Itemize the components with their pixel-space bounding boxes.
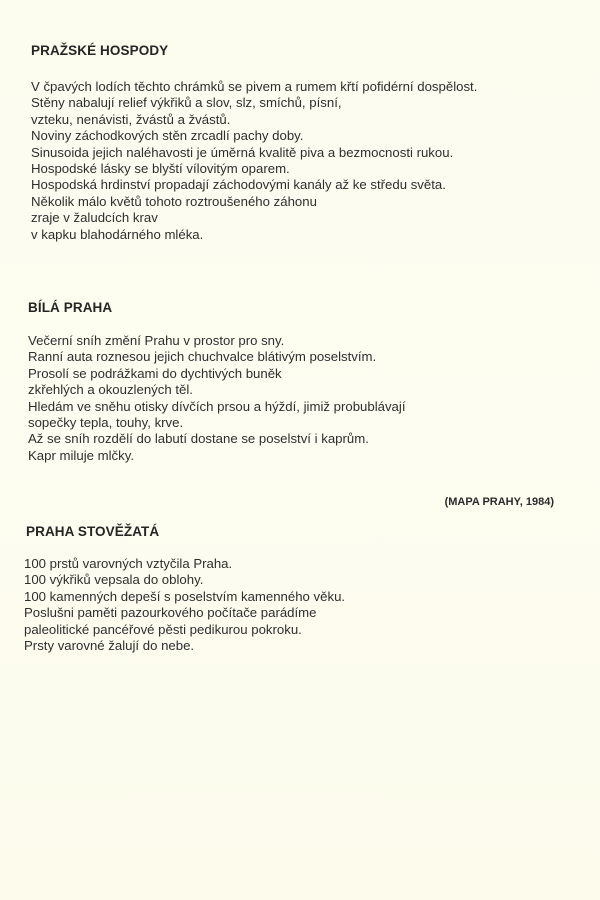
poem-line: zraje v žaludcích krav [31,210,158,226]
poem-line: Noviny záchodkových stěn zrcadlí pachy doby. [31,128,304,144]
poem-line: Poslušni paměti pazourkového počítače parádíme [24,605,317,621]
poem-line: Sinusoida jejich naléhavosti je úměrná kvalitě piva a bezmocnosti rukou. [31,144,454,160]
poem-line: Prsty varovné žalují do nebe. [24,638,195,654]
poem-prazske-hospody [31,79,477,243]
poem-line: Kapr miluje mlčky. [28,447,135,463]
poem-line: vzteku, nenávisti, žvástů a žvástů. [31,111,231,127]
poem-line: Hospodské lásky se blyští vílovitým oparem. [31,161,290,177]
poem-line: 100 prstů varovných vztyčila Praha. [24,556,233,571]
section-title-praha-stovezata: PRAHA STOVĚŽATÁ [26,524,160,539]
section-title-bila-praha: BÍLÁ PRAHA [28,300,113,315]
section-title-prazske-hospody: PRAŽSKÉ HOSPODY [31,43,169,58]
poem-line: 100 kamenných depeší s poselstvím kamenného věku. [24,588,346,604]
poem-line: Hospodská hrdinství propadají záchodovými kanály až ke středu světa. [31,177,446,193]
poem-line: Ranní auta roznesou jejich chuchvalce blátivým poselstvím. [28,349,377,365]
poem-line: V čpavých lodích těchto chrámků se pivem a rumem křtí pofidérní dospělost. [31,79,478,94]
poem-line: Hledám ve sněhu otisky dívčích prsou a hýždí, jimiž probublávají [28,398,406,414]
poem-line: zkřehlých a okouzlených těl. [28,382,193,398]
poem-line: v kapku blahodárného mléka. [31,226,204,242]
poem-bila-praha [28,333,406,464]
poem-line: paleolitické pancéřové pěsti pedikurou pokroku. [24,621,302,637]
poem-line: 100 výkřiků vepsala do oblohy. [24,572,204,588]
poem-line: Až se sníh rozdělí do labutí dostane se poselství i kaprům. [28,431,369,447]
source-note: (MAPA PRAHY, 1984) [444,496,554,508]
poem-line: sopečky tepla, touhy, krve. [28,415,184,431]
poem-praha-stovezata [24,556,345,654]
poem-line: Stěny nabalují relief výkřiků a slov, slz, smíchů, písní, [31,95,342,111]
poem-line: Prosolí se podrážkami do dychtivých buněk [28,365,282,381]
poem-line: Několik málo květů tohoto roztroušeného záhonu [31,193,317,209]
poem-line: Večerní sníh změní Prahu v prostor pro sny. [28,333,285,348]
